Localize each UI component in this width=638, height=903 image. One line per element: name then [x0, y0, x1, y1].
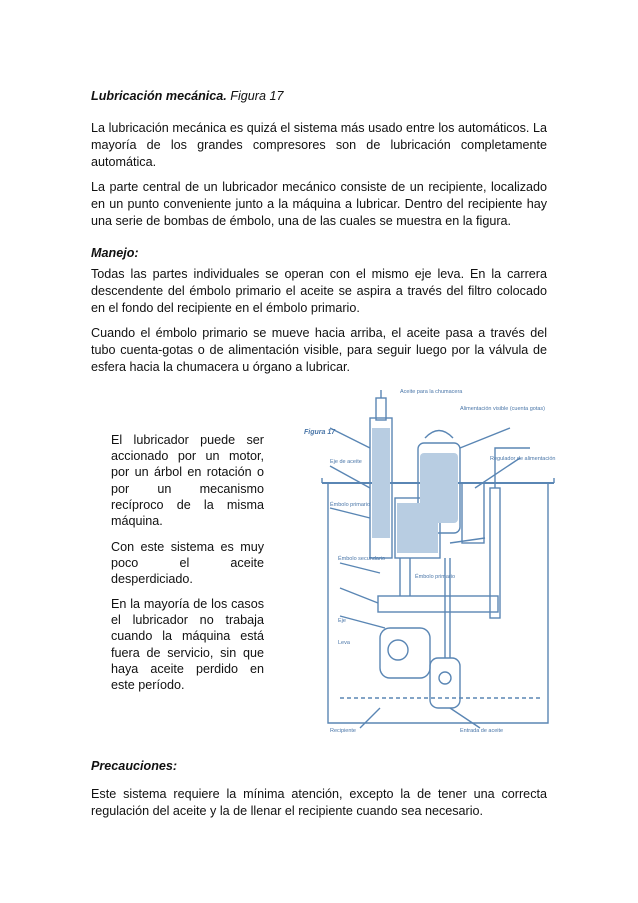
label-embolo-secundario: Émbolo secundario [338, 556, 386, 562]
section-title-figure-ref: Figura 17 [226, 89, 284, 103]
label-regulador: Regulador de alimentación [490, 456, 556, 462]
label-aceite-chumacera: Aceite para la chumacera [400, 389, 463, 395]
side-note-1: El lubricador puede ser accionado por un motor, por un árbol en rotación o por un mecanismo recíproco de la misma máquina. [111, 433, 264, 529]
figure-17-lubricator-diagram [300, 388, 558, 736]
paragraph-lubricacion-2: La parte central de un lubricador mecánico consiste de un recipiente, localizado en un punto conveniente junto a la máquina a lubricar. Dentro del recipiente hay una serie de bombas de émbolo, una de las cuales se muestra en la figura. [91, 180, 547, 228]
paragraph-manejo-2: Cuando el émbolo primario se mueve hacia arriba, el aceite pasa a través del tubo cuenta-gotas o de alimentación visible, para seguir luego por la válvula de esfera hacia la chumacera u órgano a lubricar. [91, 326, 547, 374]
label-embolo-primario-top: Émbolo primario [330, 502, 371, 508]
section-title-manejo: Manejo: [91, 246, 139, 260]
side-note-2: Con este sistema es muy poco el aceite desperdiciado. [111, 540, 264, 587]
label-recipiente: Recipiente [330, 728, 356, 734]
paragraph-lubricacion-1: La lubricación mecánica es quizá el sistema más usado entre los automáticos. La mayoría de los grandes compresores son de lubricación completamente automática. [91, 121, 547, 169]
section-title-bold: Lubricación mecánica. [91, 89, 227, 103]
side-note-3: En la mayoría de los casos el lubricador no trabaja cuando la máquina está fuera de servicio, sin que haya aceite perdido en este período. [111, 597, 264, 693]
section-title-lubricacion [91, 88, 547, 105]
label-entrada-aceite: Entrada de aceite [460, 728, 504, 734]
section-title-precauciones: Precauciones: [91, 759, 178, 773]
label-eje-aceite: Eje de aceite [330, 459, 362, 465]
label-embolo-primario: Émbolo primario [415, 574, 456, 580]
label-alimentacion-visible: Alimentación visible (cuenta gotas) [460, 406, 545, 412]
label-eje: Eje [338, 618, 346, 624]
paragraph-manejo-1: Todas las partes individuales se operan con el mismo eje leva. En la carrera descendente del émbolo primario el aceite se aspira a través del filtro colocado en el fondo del recipiente en el émbolo primario. [91, 267, 547, 315]
paragraph-precauciones: Este sistema requiere la mínima atención, excepto la de tener una correcta regulación del aceite y la de llenar el recipiente cuando sea necesario. [91, 787, 547, 818]
figure-title: Figura 17 [304, 429, 336, 436]
label-leva: Leva [338, 640, 350, 646]
